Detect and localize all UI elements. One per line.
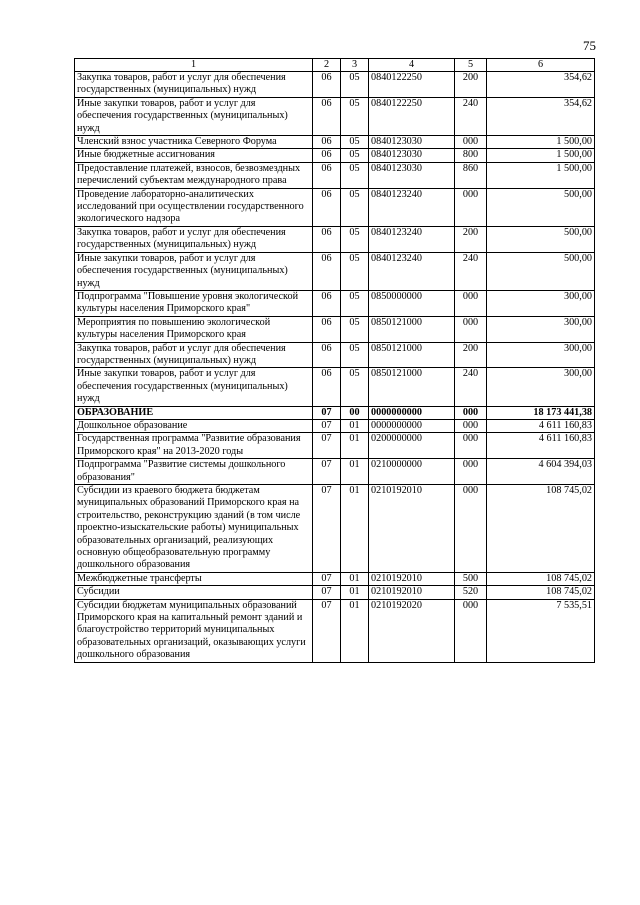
target-article-cell: 0840123030 [369, 149, 455, 162]
subsection-code-cell: 00 [341, 406, 369, 419]
row-name-cell: Подпрограмма "Развитие системы дошкольного образования" [75, 459, 313, 485]
expense-type-cell: 860 [455, 162, 487, 188]
table-row [75, 290, 595, 316]
amount-cell: 500,00 [487, 226, 595, 252]
expense-type-cell: 200 [455, 72, 487, 98]
subsection-code-cell: 01 [341, 419, 369, 432]
target-article-cell: 0000000000 [369, 419, 455, 432]
subsection-code-cell: 05 [341, 226, 369, 252]
table-header-row [75, 59, 595, 72]
amount-cell: 500,00 [487, 188, 595, 226]
amount-cell: 1 500,00 [487, 162, 595, 188]
target-article-cell: 0200000000 [369, 433, 455, 459]
section-code-cell: 07 [313, 406, 341, 419]
column-header: 5 [455, 59, 487, 72]
section-code-cell: 06 [313, 290, 341, 316]
subsection-code-cell: 01 [341, 586, 369, 599]
subsection-code-cell: 05 [341, 97, 369, 135]
expense-type-cell: 200 [455, 342, 487, 368]
target-article-cell: 0850121000 [369, 342, 455, 368]
target-article-cell: 0000000000 [369, 406, 455, 419]
section-code-cell: 06 [313, 162, 341, 188]
section-code-cell: 06 [313, 188, 341, 226]
subsection-code-cell: 05 [341, 252, 369, 290]
table-row [75, 406, 595, 419]
amount-cell: 4 611 160,83 [487, 433, 595, 459]
subsection-code-cell: 05 [341, 290, 369, 316]
table-row [75, 72, 595, 98]
section-code-cell: 06 [313, 316, 341, 342]
row-name-cell: Проведение лабораторно-аналитических исследований при осуществлении государственного экологического надзора [75, 188, 313, 226]
section-code-cell: 07 [313, 572, 341, 585]
expense-type-cell: 000 [455, 188, 487, 226]
section-code-cell: 07 [313, 459, 341, 485]
amount-cell: 7 535,51 [487, 599, 595, 662]
budget-table [74, 58, 595, 663]
expense-type-cell: 800 [455, 149, 487, 162]
subsection-code-cell: 05 [341, 188, 369, 226]
expense-type-cell: 000 [455, 599, 487, 662]
table-row [75, 368, 595, 406]
target-article-cell: 0210000000 [369, 459, 455, 485]
target-article-cell: 0210192010 [369, 485, 455, 573]
expense-type-cell: 000 [455, 136, 487, 149]
table-row [75, 599, 595, 662]
target-article-cell: 0840123030 [369, 136, 455, 149]
section-code-cell: 06 [313, 226, 341, 252]
amount-cell: 354,62 [487, 97, 595, 135]
target-article-cell: 0850000000 [369, 290, 455, 316]
expense-type-cell: 000 [455, 406, 487, 419]
table-row [75, 316, 595, 342]
expense-type-cell: 200 [455, 226, 487, 252]
subsection-code-cell: 01 [341, 459, 369, 485]
section-code-cell: 07 [313, 599, 341, 662]
table-row [75, 252, 595, 290]
target-article-cell: 0840123030 [369, 162, 455, 188]
column-header: 4 [369, 59, 455, 72]
expense-type-cell: 000 [455, 290, 487, 316]
table-row [75, 419, 595, 432]
amount-cell: 1 500,00 [487, 136, 595, 149]
subsection-code-cell: 05 [341, 149, 369, 162]
amount-cell: 300,00 [487, 368, 595, 406]
target-article-cell: 0840123240 [369, 226, 455, 252]
table-row [75, 433, 595, 459]
row-name-cell: Закупка товаров, работ и услуг для обеспечения государственных (муниципальных) нужд [75, 342, 313, 368]
target-article-cell: 0850121000 [369, 368, 455, 406]
section-code-cell: 07 [313, 485, 341, 573]
amount-cell: 108 745,02 [487, 485, 595, 573]
table-row [75, 136, 595, 149]
amount-cell: 18 173 441,38 [487, 406, 595, 419]
row-name-cell: Закупка товаров, работ и услуг для обеспечения государственных (муниципальных) нужд [75, 226, 313, 252]
table-row [75, 149, 595, 162]
table-row [75, 226, 595, 252]
section-code-cell: 07 [313, 419, 341, 432]
amount-cell: 108 745,02 [487, 586, 595, 599]
table-row [75, 485, 595, 573]
target-article-cell: 0840123240 [369, 252, 455, 290]
target-article-cell: 0210192020 [369, 599, 455, 662]
row-name-cell: Межбюджетные трансферты [75, 572, 313, 585]
table-row [75, 162, 595, 188]
row-name-cell: Иные закупки товаров, работ и услуг для обеспечения государственных (муниципальных) нужд [75, 368, 313, 406]
amount-cell: 300,00 [487, 290, 595, 316]
row-name-cell: Подпрограмма "Повышение уровня экологической культуры населения Приморского края" [75, 290, 313, 316]
subsection-code-cell: 01 [341, 572, 369, 585]
expense-type-cell: 000 [455, 433, 487, 459]
row-name-cell: Государственная программа "Развитие образования Приморского края" на 2013-2020 годы [75, 433, 313, 459]
target-article-cell: 0210192010 [369, 586, 455, 599]
subsection-code-cell: 05 [341, 162, 369, 188]
table-row [75, 342, 595, 368]
table-row [75, 459, 595, 485]
target-article-cell: 0840122250 [369, 97, 455, 135]
row-name-cell: Иные бюджетные ассигнования [75, 149, 313, 162]
subsection-code-cell: 05 [341, 136, 369, 149]
subsection-code-cell: 01 [341, 599, 369, 662]
column-header: 6 [487, 59, 595, 72]
expense-type-cell: 000 [455, 419, 487, 432]
table-row [75, 586, 595, 599]
expense-type-cell: 240 [455, 368, 487, 406]
row-name-cell: Дошкольное образование [75, 419, 313, 432]
column-header: 3 [341, 59, 369, 72]
expense-type-cell: 500 [455, 572, 487, 585]
table-row [75, 97, 595, 135]
expense-type-cell: 000 [455, 485, 487, 573]
table-row [75, 572, 595, 585]
amount-cell: 300,00 [487, 316, 595, 342]
row-name-cell: Субсидии бюджетам муниципальных образований Приморского края на капитальный ремонт зданий и благоустройство территорий муниципальных образовательных организаций, оказывающих услуги дошкольного образования [75, 599, 313, 662]
subsection-code-cell: 05 [341, 368, 369, 406]
column-header: 1 [75, 59, 313, 72]
target-article-cell: 0840122250 [369, 72, 455, 98]
table-row [75, 188, 595, 226]
section-code-cell: 06 [313, 97, 341, 135]
expense-type-cell: 000 [455, 316, 487, 342]
target-article-cell: 0840123240 [369, 188, 455, 226]
table-body [75, 72, 595, 663]
subsection-code-cell: 05 [341, 72, 369, 98]
expense-type-cell: 240 [455, 252, 487, 290]
expense-type-cell: 520 [455, 586, 487, 599]
expense-type-cell: 000 [455, 459, 487, 485]
row-name-cell: Иные закупки товаров, работ и услуг для обеспечения государственных (муниципальных) нужд [75, 97, 313, 135]
section-code-cell: 07 [313, 433, 341, 459]
amount-cell: 108 745,02 [487, 572, 595, 585]
target-article-cell: 0850121000 [369, 316, 455, 342]
section-code-cell: 06 [313, 149, 341, 162]
row-name-cell: Иные закупки товаров, работ и услуг для обеспечения государственных (муниципальных) нужд [75, 252, 313, 290]
amount-cell: 4 611 160,83 [487, 419, 595, 432]
row-name-cell: ОБРАЗОВАНИЕ [75, 406, 313, 419]
section-code-cell: 06 [313, 136, 341, 149]
column-header: 2 [313, 59, 341, 72]
row-name-cell: Членский взнос участника Северного Форума [75, 136, 313, 149]
subsection-code-cell: 05 [341, 316, 369, 342]
row-name-cell: Субсидии из краевого бюджета бюджетам муниципальных образований Приморского края на строительство, реконструкцию зданий (в том числе проектно-изыскательские работы) муниципальных образовательных организаций, реализующих основную общеобразовательную программу дошкольного образования [75, 485, 313, 573]
section-code-cell: 06 [313, 72, 341, 98]
section-code-cell: 06 [313, 252, 341, 290]
subsection-code-cell: 05 [341, 342, 369, 368]
amount-cell: 354,62 [487, 72, 595, 98]
target-article-cell: 0210192010 [369, 572, 455, 585]
expense-type-cell: 240 [455, 97, 487, 135]
amount-cell: 500,00 [487, 252, 595, 290]
section-code-cell: 06 [313, 368, 341, 406]
row-name-cell: Субсидии [75, 586, 313, 599]
row-name-cell: Закупка товаров, работ и услуг для обеспечения государственных (муниципальных) нужд [75, 72, 313, 98]
subsection-code-cell: 01 [341, 433, 369, 459]
row-name-cell: Предоставление платежей, взносов, безвозмездных перечислений субъектам международного права [75, 162, 313, 188]
subsection-code-cell: 01 [341, 485, 369, 573]
amount-cell: 4 604 394,03 [487, 459, 595, 485]
amount-cell: 300,00 [487, 342, 595, 368]
section-code-cell: 06 [313, 342, 341, 368]
section-code-cell: 07 [313, 586, 341, 599]
amount-cell: 1 500,00 [487, 149, 595, 162]
row-name-cell: Мероприятия по повышению экологической культуры населения Приморского края [75, 316, 313, 342]
page-number: 75 [583, 38, 596, 53]
